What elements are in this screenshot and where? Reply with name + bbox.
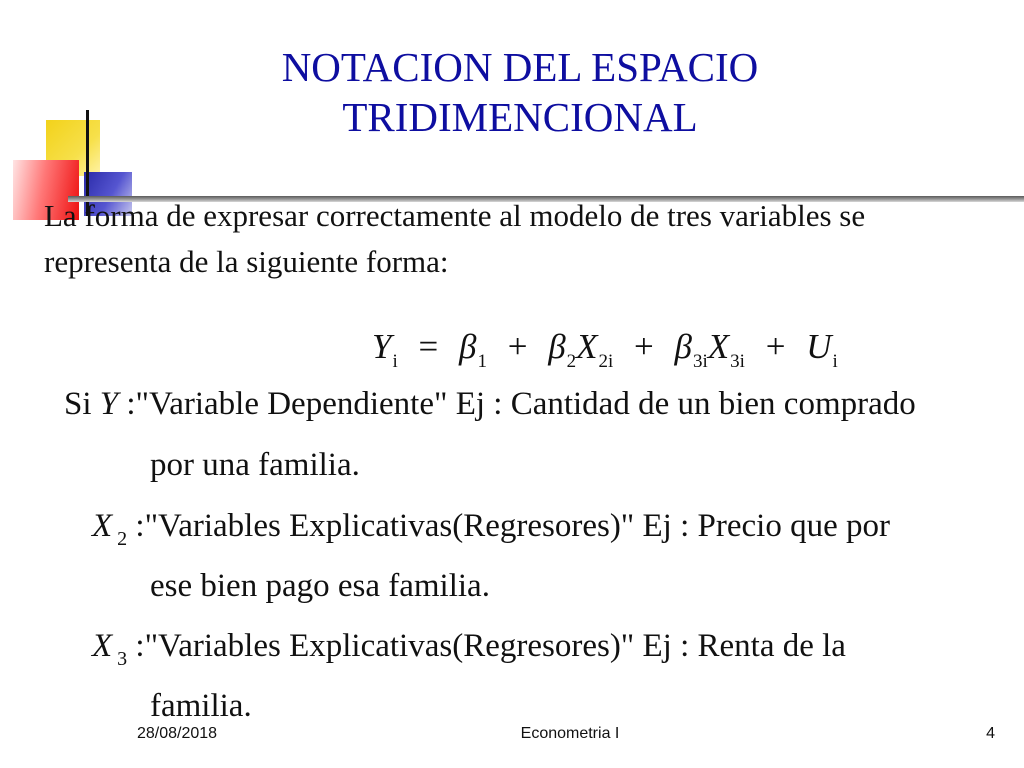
definition-x2 (92, 508, 890, 551)
eq-y-sub: i (392, 351, 398, 372)
eq-beta3: β (674, 327, 692, 366)
definition-y-text: :"Variable Dependiente" Ej : Cantidad de un bien comprado (126, 386, 916, 422)
eq-plus-2: + (634, 327, 654, 366)
definition-x2-text: :"Variables Explicativas(Regresores)" Ej : Precio que por (135, 508, 890, 544)
definition-x3-text: :"Variables Explicativas(Regresores)" Ej : Renta de la (135, 628, 846, 664)
eq-beta3-sub: 3i (692, 351, 708, 372)
definition-y-var: Y (99, 386, 119, 422)
definition-x2-var: X (92, 508, 113, 544)
eq-x3: X (707, 327, 730, 366)
eq-plus-1: + (507, 327, 528, 366)
title-line-1: NOTACION DEL ESPACIO (281, 44, 759, 90)
definition-x2-sub: 2 (117, 528, 128, 550)
definition-x3-continuation: familia. (150, 688, 252, 724)
footer-date: 28/08/2018 (137, 725, 218, 742)
footer-page-number: 4 (986, 725, 995, 742)
eq-x2: X (576, 327, 598, 366)
eq-x2-sub: 2i (598, 351, 614, 372)
eq-beta1-sub: 1 (477, 351, 487, 372)
eq-beta1: β (459, 327, 477, 366)
eq-beta2: β (548, 327, 566, 366)
eq-u-sub: i (832, 351, 838, 372)
definition-x3 (92, 628, 846, 671)
intro-text: La forma de expresar correctamente al modelo de tres variables se representa de la siguiente forma: (44, 198, 866, 279)
definition-y-continuation: por una familia. (150, 447, 360, 483)
definition-x3-var: X (92, 628, 113, 664)
eq-plus-3: + (765, 327, 786, 366)
definition-y (64, 386, 916, 423)
definition-x3-sub: 3 (117, 648, 128, 670)
eq-x3-sub: 3i (730, 351, 745, 372)
definition-x2-continuation: ese bien pago esa familia. (150, 568, 490, 604)
definition-y-prefix: Si (64, 386, 92, 422)
title-line-2: TRIDIMENCIONAL (342, 94, 698, 140)
regression-equation (372, 327, 838, 373)
eq-y: Y (372, 327, 392, 366)
eq-u: U (806, 327, 832, 366)
slide-title (180, 42, 860, 142)
footer-course: Econometria I (520, 725, 620, 742)
eq-beta2-sub: 2 (566, 351, 577, 372)
eq-equals: = (418, 327, 439, 366)
